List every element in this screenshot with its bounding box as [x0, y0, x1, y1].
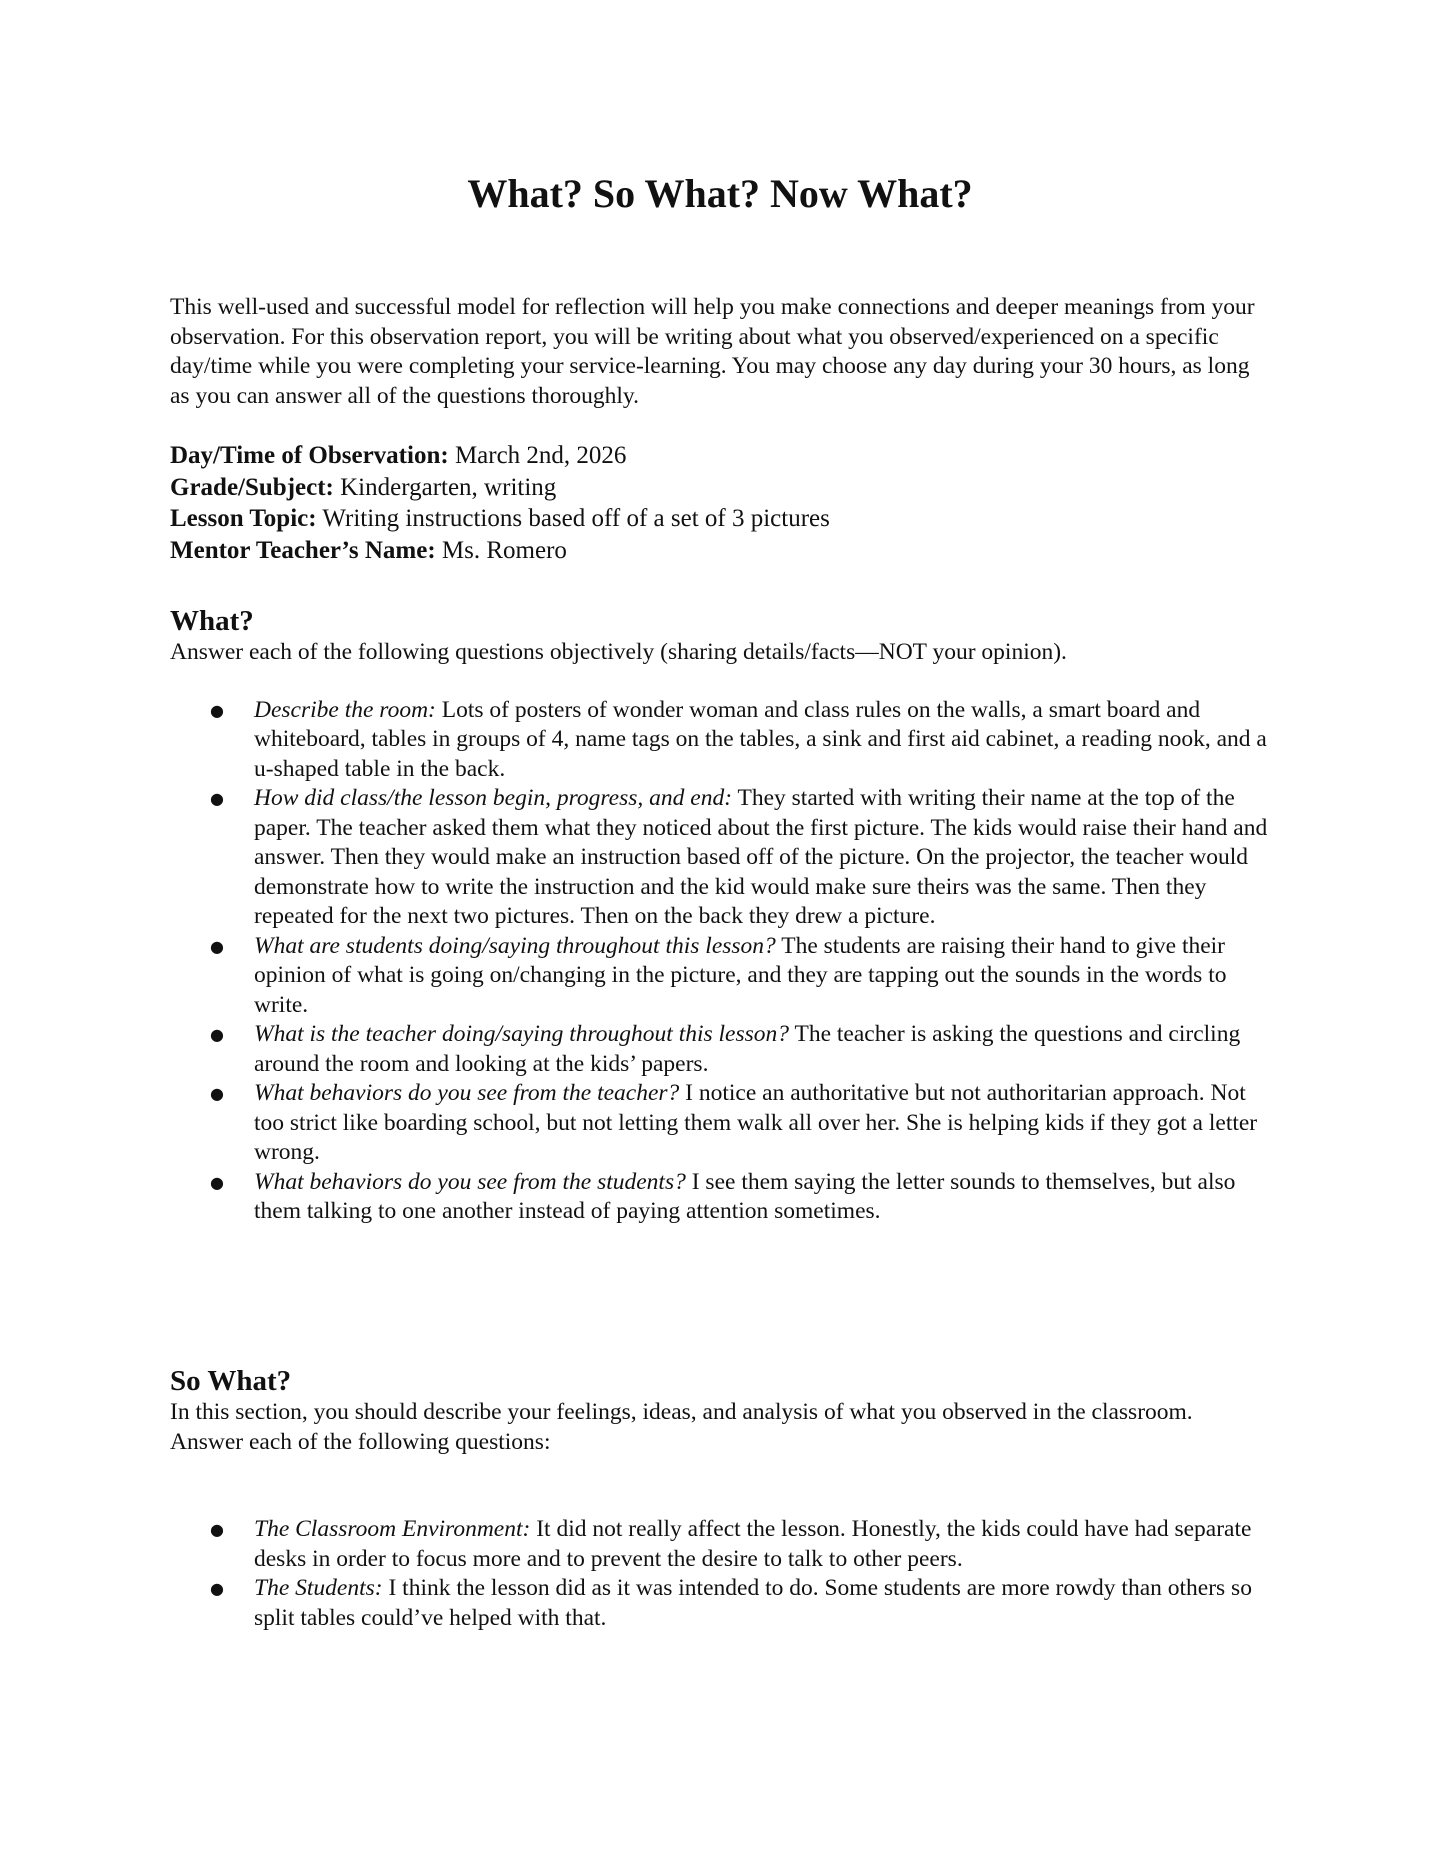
bullet-icon: ● [210, 789, 224, 808]
question-item [170, 1168, 1270, 1227]
question-answer: I notice an authoritative but not authoritarian approach. Not too strict like boarding school, but not letting them walk all over her. She is helping kids if they got a letter wrong. [254, 1080, 1258, 1165]
lesson-topic-value: Writing instructions based off of a set of 3 pictures [322, 505, 830, 532]
question-prompt: How did class/the lesson begin, progress, and end: [254, 785, 733, 811]
bullet-icon: ● [210, 1025, 224, 1044]
so-what-question-list [170, 1515, 1270, 1633]
question-item [170, 696, 1270, 785]
question-item [170, 1574, 1270, 1633]
question-prompt: The Classroom Environment: [254, 1516, 531, 1542]
question-prompt: The Students: [254, 1575, 383, 1601]
bullet-icon: ● [210, 700, 224, 720]
question-answer: They started with writing their name at the top of the paper. The teacher asked them what they noticed about the first picture. The kids would raise their hand and answer. Then they would make an instruction based off of the picture. On the projector, the teacher would demonstrate how to write the instruction and the kid would make sure theirs was the same. Then they repeated for the next two pictures. Then on the back they drew a picture. [254, 785, 1268, 929]
question-item [170, 784, 1270, 932]
question-prompt: What behaviors do you see from the students? [254, 1168, 686, 1195]
mentor-teacher-row [170, 535, 1270, 567]
so-what-section [170, 1364, 1270, 1633]
question-item [170, 1515, 1270, 1574]
question-item [170, 932, 1270, 1021]
what-description: Answer each of the following questions objectively (sharing details/facts—NOT your opinion). [170, 639, 1067, 665]
question-prompt: What behaviors do you see from the teacher? [254, 1080, 680, 1106]
question-answer: I think the lesson did as it was intended to do. Some students are more rowdy than others so split tables could’ve helped with that. [254, 1575, 1252, 1631]
grade-subject-value: Kindergarten, writing [340, 473, 557, 501]
lesson-topic-label: Lesson Topic: [170, 505, 317, 532]
day-time-row [170, 440, 1270, 472]
question-prompt: What is the teacher doing/saying throughout this lesson? [254, 1021, 790, 1047]
bullet-icon: ● [210, 1579, 224, 1598]
grade-subject-row [170, 472, 1270, 504]
lesson-topic-row [170, 503, 1270, 535]
so-what-description: In this section, you should describe your feelings, ideas, and analysis of what you observed in the classroom. Answer each of the following questions: [170, 1399, 1193, 1455]
question-answer: It did not really affect the lesson. Honestly, the kids could have had separate desks in order to focus more and to prevent the desire to talk to other peers. [254, 1516, 1252, 1572]
question-answer: Lots of posters of wonder woman and class rules on the walls, a smart board and whiteboard, tables in groups of 4, name tags on the tables, a sink and first aid cabinet, a reading nook, and a u-shaped table in the back. [254, 696, 1267, 782]
observation-details [170, 440, 1270, 566]
question-prompt: Describe the room: [254, 696, 436, 723]
mentor-teacher-label: Mentor Teacher’s Name: [170, 536, 436, 564]
day-time-value: March 2nd, 2026 [454, 442, 627, 469]
what-question-list [170, 696, 1270, 1227]
page-title: What? So What? Now What? [467, 171, 973, 216]
question-item [170, 1079, 1270, 1168]
question-prompt: What are students doing/saying throughout this lesson? [254, 932, 776, 959]
question-answer: The students are raising their hand to give their opinion of what is going on/changing in the picture, and they are tapping out the sounds in the words to write. [254, 932, 1227, 1018]
mentor-teacher-value: Ms. Romero [441, 536, 567, 564]
what-heading: What? [170, 605, 254, 637]
question-answer: I see them saying the letter sounds to themselves, but also them talking to one another instead of paying attention sometimes. [254, 1168, 1236, 1224]
question-answer: The teacher is asking the questions and circling around the room and looking at the kids’ papers. [254, 1021, 1241, 1077]
so-what-heading: So What? [170, 1365, 292, 1397]
bullet-icon: ● [210, 1520, 224, 1539]
bullet-icon: ● [210, 1172, 224, 1192]
grade-subject-label: Grade/Subject: [170, 473, 334, 501]
bullet-icon: ● [210, 1084, 224, 1103]
bullet-icon: ● [210, 936, 224, 956]
what-section [170, 604, 1270, 1227]
day-time-label: Day/Time of Observation: [170, 442, 449, 469]
question-item [170, 1020, 1270, 1079]
intro-paragraph: This well-used and successful model for reflection will help you make connections and deeper meanings from your observation. For this observation report, you will be writing about what you observed/experienced on a specific day/time while you were completing your service-learning. You may choose any day during your 30 hours, as long as you can answer all of the questions thoroughly. [170, 294, 1255, 409]
